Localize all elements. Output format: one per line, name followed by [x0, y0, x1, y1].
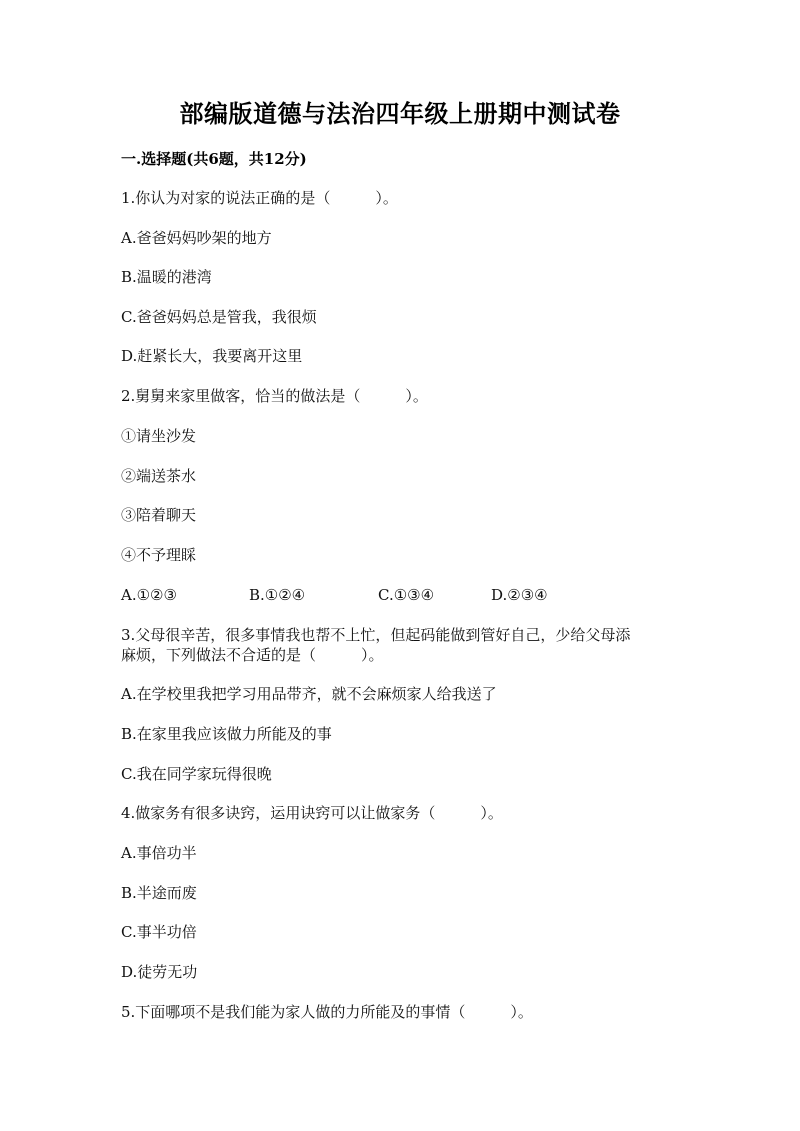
question-3-option-c: C.我在同学家玩得很晚: [121, 765, 272, 783]
question-2-option-c: C.①③④: [378, 586, 435, 604]
question-1-option-d: D.赶紧长大，我要离开这里: [121, 347, 303, 365]
question-3-stem-line-1: 3.父母很辛苦，很多事情我也帮不上忙，但起码能做到管好自己，少给父母添: [121, 626, 631, 644]
question-4-option-b: B.半途而废: [121, 884, 197, 902]
question-2-option-a: A.①②③: [121, 586, 177, 604]
question-1-stem: 1.你认为对家的说法正确的是（ ）。: [121, 189, 398, 207]
question-4-option-a: A.事倍功半: [121, 844, 197, 862]
question-4-option-d: D.徒劳无功: [121, 963, 198, 981]
question-3-option-a: A.在学校里我把学习用品带齐，就不会麻烦家人给我送了: [121, 685, 497, 703]
question-1-option-b: B.温暖的港湾: [121, 268, 212, 286]
section-heading: 一.选择题(共6题，共12分): [121, 150, 307, 168]
question-2-item-1: ①请坐沙发: [121, 427, 197, 445]
question-2-option-b: B.①②④: [249, 586, 306, 604]
question-1-option-a: A.爸爸妈妈吵架的地方: [121, 229, 272, 247]
exam-title: 部编版道德与法治四年级上册期中测试卷: [179, 99, 621, 128]
question-1-option-c: C.爸爸妈妈总是管我，我很烦: [121, 308, 317, 326]
question-2-item-4: ④不予理睬: [121, 546, 197, 564]
question-3-stem-line-2: 麻烦，下列做法不合适的是（ ）。: [121, 646, 384, 664]
question-5-stem: 5.下面哪项不是我们能为家人做的力所能及的事情（ ）。: [121, 1003, 533, 1021]
question-2-item-2: ②端送茶水: [121, 467, 197, 485]
question-2-item-3: ③陪着聊天: [121, 506, 197, 524]
question-4-stem: 4.做家务有很多诀窍，运用诀窍可以让做家务（ ）。: [121, 804, 503, 822]
question-3-option-b: B.在家里我应该做力所能及的事: [121, 725, 332, 743]
question-2-option-d: D.②③④: [491, 586, 548, 604]
question-4-option-c: C.事半功倍: [121, 923, 197, 941]
question-2-stem: 2.舅舅来家里做客，恰当的做法是（ ）。: [121, 387, 428, 405]
